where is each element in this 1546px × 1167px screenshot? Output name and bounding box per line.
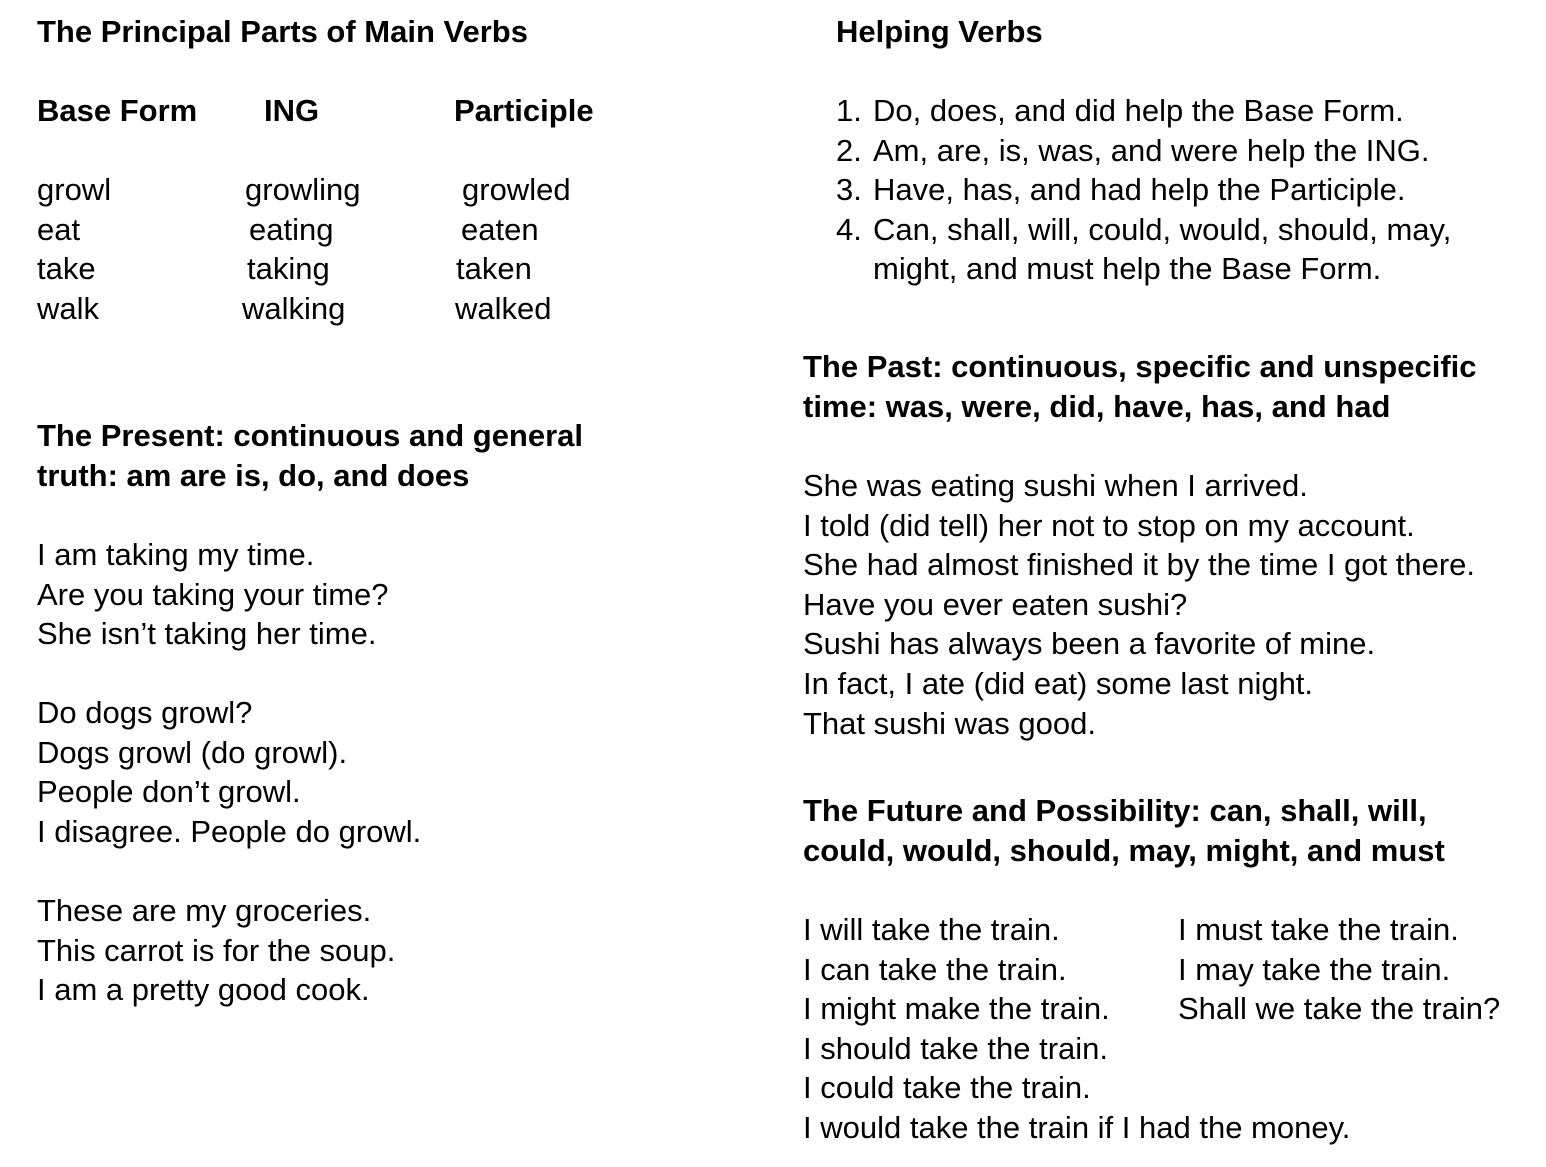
list-item [836, 91, 1526, 131]
list-item [836, 210, 1526, 250]
example-sentence: I might make the train. [803, 991, 1110, 1027]
future-heading [803, 791, 1445, 870]
list-item [836, 170, 1526, 210]
example-sentence: I am a pretty good cook. [37, 972, 370, 1008]
participle-cell: walked [455, 291, 552, 326]
past-heading-line: time: was, were, did, have, has, and had [803, 388, 1391, 424]
list-item [836, 131, 1526, 171]
helping-verbs-title: Helping Verbs [836, 14, 1043, 49]
example-sentence: People don’t growl. [37, 774, 301, 810]
example-sentence: I should take the train. [803, 1030, 1109, 1066]
example-sentence: These are my groceries. [37, 893, 372, 928]
list-number: 4. [836, 211, 862, 247]
principal-parts-title: The Principal Parts of Main Verbs [37, 14, 528, 49]
example-sentence: Shall we take the train? [1178, 991, 1501, 1027]
example-sentence: I may take the train. [1178, 951, 1451, 987]
ing-cell: growling [245, 172, 361, 207]
ing-cell: walking [242, 291, 346, 326]
header-participle: Participle [454, 93, 594, 128]
example-sentence: I will take the train. [803, 912, 1060, 947]
helping-verbs-list [836, 91, 1526, 289]
example-sentence: This carrot is for the soup. [37, 932, 396, 968]
participle-cell: taken [456, 251, 532, 286]
list-number: 3. [836, 172, 862, 208]
example-sentence: I would take the train if I had the money. [803, 1109, 1351, 1145]
example-sentence: I told (did tell) her not to stop on my account. [803, 507, 1415, 543]
example-sentence: I could take the train. [803, 1070, 1091, 1106]
example-sentence: Are you taking your time? [37, 576, 389, 612]
example-sentence: She had almost finished it by the time I got there. [803, 547, 1476, 583]
future-heading-line: The Future and Possibility: can, shall, will, [803, 793, 1427, 828]
base-form-cell: take [37, 251, 96, 286]
present-examples-group-1 [37, 535, 389, 654]
example-sentence: Have you ever eaten sushi? [803, 586, 1188, 622]
example-sentence: Do dogs growl? [37, 695, 253, 730]
example-sentence: That sushi was good. [803, 705, 1096, 741]
ing-cell: taking [247, 251, 330, 286]
example-sentence: She was eating sushi when I arrived. [803, 468, 1308, 503]
list-text: might, and must help the Base Form. [873, 251, 1382, 287]
participle-cell: growled [462, 172, 571, 207]
example-sentence: I can take the train. [803, 951, 1067, 987]
base-form-cell: walk [37, 291, 100, 326]
example-sentence: Sushi has always been a favorite of mine. [803, 626, 1376, 662]
present-heading [37, 416, 583, 495]
list-text: Can, shall, will, could, would, should, may, [873, 211, 1452, 247]
example-sentence: She isn’t taking her time. [37, 616, 377, 652]
past-examples [803, 466, 1475, 743]
list-number: 2. [836, 132, 862, 168]
future-heading-line: could, would, should, may, might, and must [803, 832, 1445, 868]
example-sentence: I must take the train. [1178, 912, 1459, 947]
header-ing: ING [264, 93, 320, 128]
ing-cell: eating [249, 212, 334, 247]
list-item-continuation [836, 249, 1526, 289]
past-heading [803, 347, 1477, 426]
header-base-form: Base Form [37, 93, 198, 128]
example-sentence: I am taking my time. [37, 537, 315, 572]
list-text: Do, does, and did help the Base Form. [873, 93, 1404, 128]
past-heading-line: The Past: continuous, specific and unspecific [803, 349, 1477, 384]
example-sentence: I disagree. People do growl. [37, 813, 422, 849]
future-examples-right [1178, 910, 1500, 1029]
base-form-cell: growl [37, 172, 112, 207]
present-examples-group-2 [37, 693, 421, 851]
present-heading-line: truth: am are is, do, and does [37, 457, 470, 493]
list-text: Am, are, is, was, and were help the ING. [873, 132, 1430, 168]
example-sentence: In fact, I ate (did eat) some last night. [803, 665, 1314, 701]
list-text: Have, has, and had help the Participle. [873, 172, 1406, 208]
participle-cell: eaten [461, 212, 539, 247]
base-form-cell: eat [37, 212, 81, 247]
example-sentence: Dogs growl (do growl). [37, 734, 348, 770]
present-examples-group-3 [37, 891, 395, 1010]
list-number: 1. [836, 93, 862, 128]
present-heading-line: The Present: continuous and general [37, 418, 584, 453]
